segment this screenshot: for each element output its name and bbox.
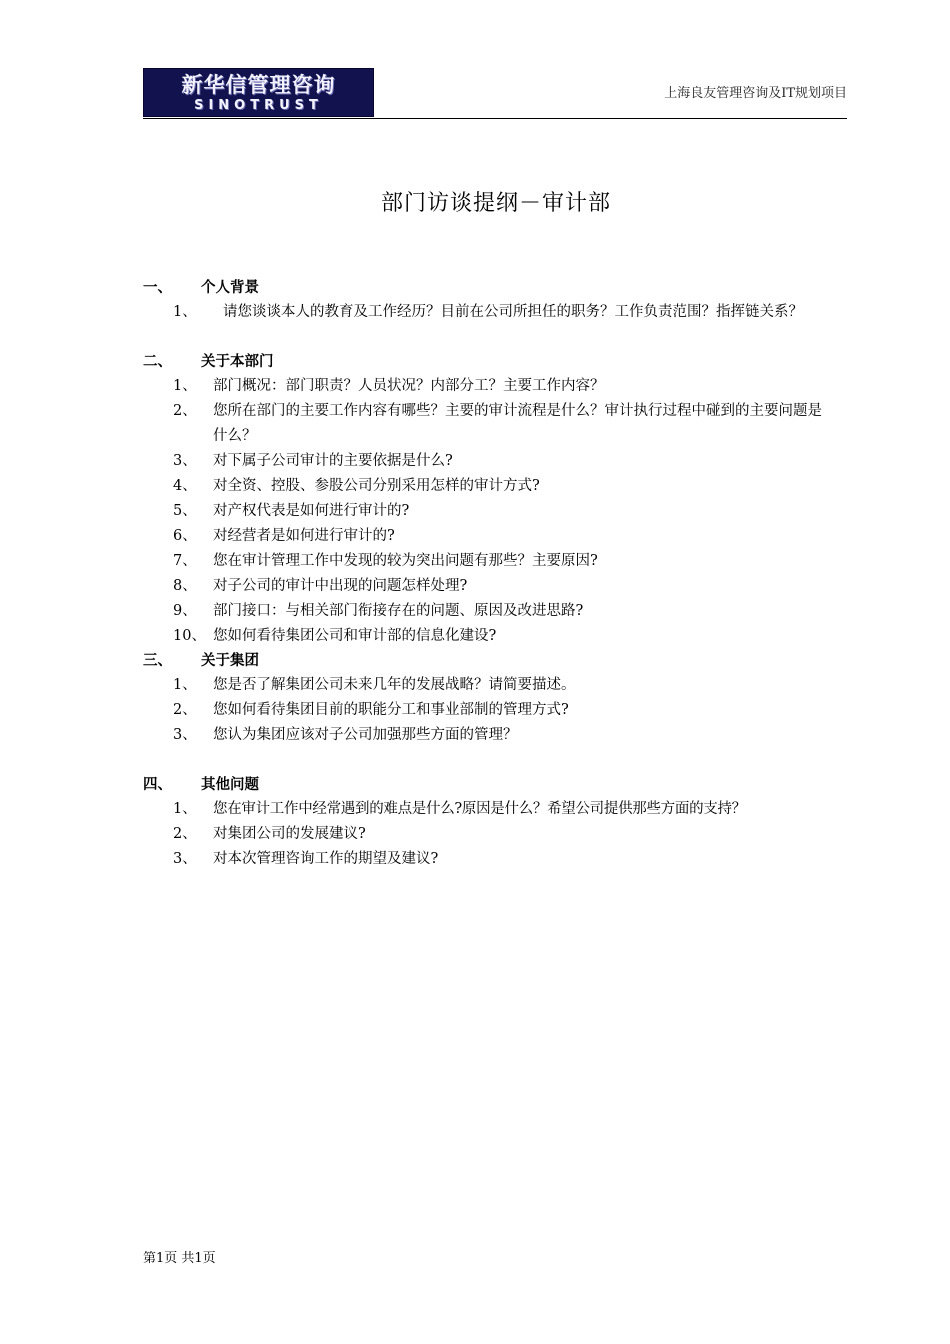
section-number: 四、: [143, 777, 172, 793]
question-text: 对全资、控股、参股公司分别采用怎样的审计方式?: [213, 478, 540, 494]
question-number: 3、: [173, 727, 197, 743]
question-item: [143, 524, 843, 549]
question-item: [143, 698, 843, 723]
question-item: [143, 474, 843, 499]
question-number: 8、: [173, 578, 197, 594]
page-footer: 第1页 共1页: [143, 1251, 216, 1266]
sinotrust-logo: [143, 68, 374, 117]
section-heading: [143, 649, 843, 673]
question-item: [143, 399, 843, 449]
question-number: 10、: [173, 628, 206, 644]
section-title: 个人背景: [201, 280, 259, 296]
question-text: 您所在部门的主要工作内容有哪些？主要的审计流程是什么？审计执行过程中碰到的主要问题是什么？: [213, 403, 822, 444]
question-list: [143, 374, 843, 649]
question-text: 对经营者是如何进行审计的?: [213, 528, 395, 544]
question-item: [143, 374, 843, 399]
question-item: [143, 673, 843, 698]
question-text: 您在审计工作中经常遇到的难点是什么?原因是什么？希望公司提供那些方面的支持？: [213, 801, 746, 817]
page-header: [143, 68, 847, 119]
question-number: 2、: [173, 702, 197, 718]
section-heading: [143, 276, 843, 300]
question-item: [143, 847, 843, 872]
question-text: 对子公司的审计中出现的问题怎样处理?: [213, 578, 468, 594]
question-number: 4、: [173, 478, 197, 494]
section-department: [143, 350, 843, 649]
question-item: [143, 723, 843, 748]
question-number: 3、: [173, 851, 197, 867]
question-number: 1、: [173, 677, 197, 693]
question-number: 1、: [173, 304, 197, 320]
logo-english-text: SINOTRUST: [194, 98, 323, 113]
question-text: 对产权代表是如何进行审计的?: [213, 503, 410, 519]
question-list: [143, 300, 843, 325]
document-title: 部门访谈提纲－审计部: [380, 191, 611, 216]
question-number: 7、: [173, 553, 197, 569]
project-name: 上海良友管理咨询及IT规划项目: [664, 86, 847, 101]
question-text: 您如何看待集团目前的职能分工和事业部制的管理方式?: [213, 702, 569, 718]
question-number: 2、: [173, 403, 197, 419]
question-item: [143, 599, 843, 624]
question-text: 您认为集团应该对子公司加强那些方面的管理？: [213, 727, 518, 743]
question-item: [143, 797, 843, 822]
interview-outline: [143, 276, 843, 872]
question-item: [143, 549, 843, 574]
question-text: 请您谈谈本人的教育及工作经历？目前在公司所担任的职务？工作负责范围？指挥链关系？: [223, 304, 803, 320]
section-personal-background: [143, 276, 843, 325]
question-number: 9、: [173, 603, 197, 619]
section-number: 二、: [143, 354, 172, 370]
question-text: 部门概况：部门职责？人员状况？内部分工？主要工作内容？: [213, 378, 605, 394]
question-text: 您如何看待集团公司和审计部的信息化建设?: [213, 628, 497, 644]
question-text: 对下属子公司审计的主要依据是什么?: [213, 453, 453, 469]
section-title: 其他问题: [201, 777, 259, 793]
question-text: 对集团公司的发展建议?: [213, 826, 366, 842]
section-title: 关于本部门: [201, 354, 274, 370]
question-number: 3、: [173, 453, 197, 469]
question-item: [143, 624, 843, 649]
question-number: 1、: [173, 378, 197, 394]
question-item: [143, 822, 843, 847]
question-item: [143, 449, 843, 474]
question-item: [143, 499, 843, 524]
question-list: [143, 673, 843, 748]
section-title: 关于集团: [201, 653, 259, 669]
section-number: 三、: [143, 653, 172, 669]
question-item: [143, 574, 843, 599]
question-text: 对本次管理咨询工作的期望及建议?: [213, 851, 439, 867]
section-number: 一、: [143, 280, 172, 296]
question-number: 5、: [173, 503, 197, 519]
question-number: 6、: [173, 528, 197, 544]
question-text: 您是否了解集团公司未来几年的发展战略？请简要描述。: [213, 677, 576, 693]
question-number: 1、: [173, 801, 197, 817]
section-group: [143, 649, 843, 748]
question-text: 您在审计管理工作中发现的较为突出问题有那些？主要原因?: [213, 553, 598, 569]
section-heading: [143, 350, 843, 374]
question-text: 部门接口：与相关部门衔接存在的问题、原因及改进思路?: [213, 603, 584, 619]
question-number: 2、: [173, 826, 197, 842]
question-list: [143, 797, 843, 872]
section-heading: [143, 773, 843, 797]
question-item: [143, 300, 843, 325]
logo-chinese-text: 新华信管理咨询: [181, 73, 336, 97]
section-other-questions: [143, 773, 843, 872]
